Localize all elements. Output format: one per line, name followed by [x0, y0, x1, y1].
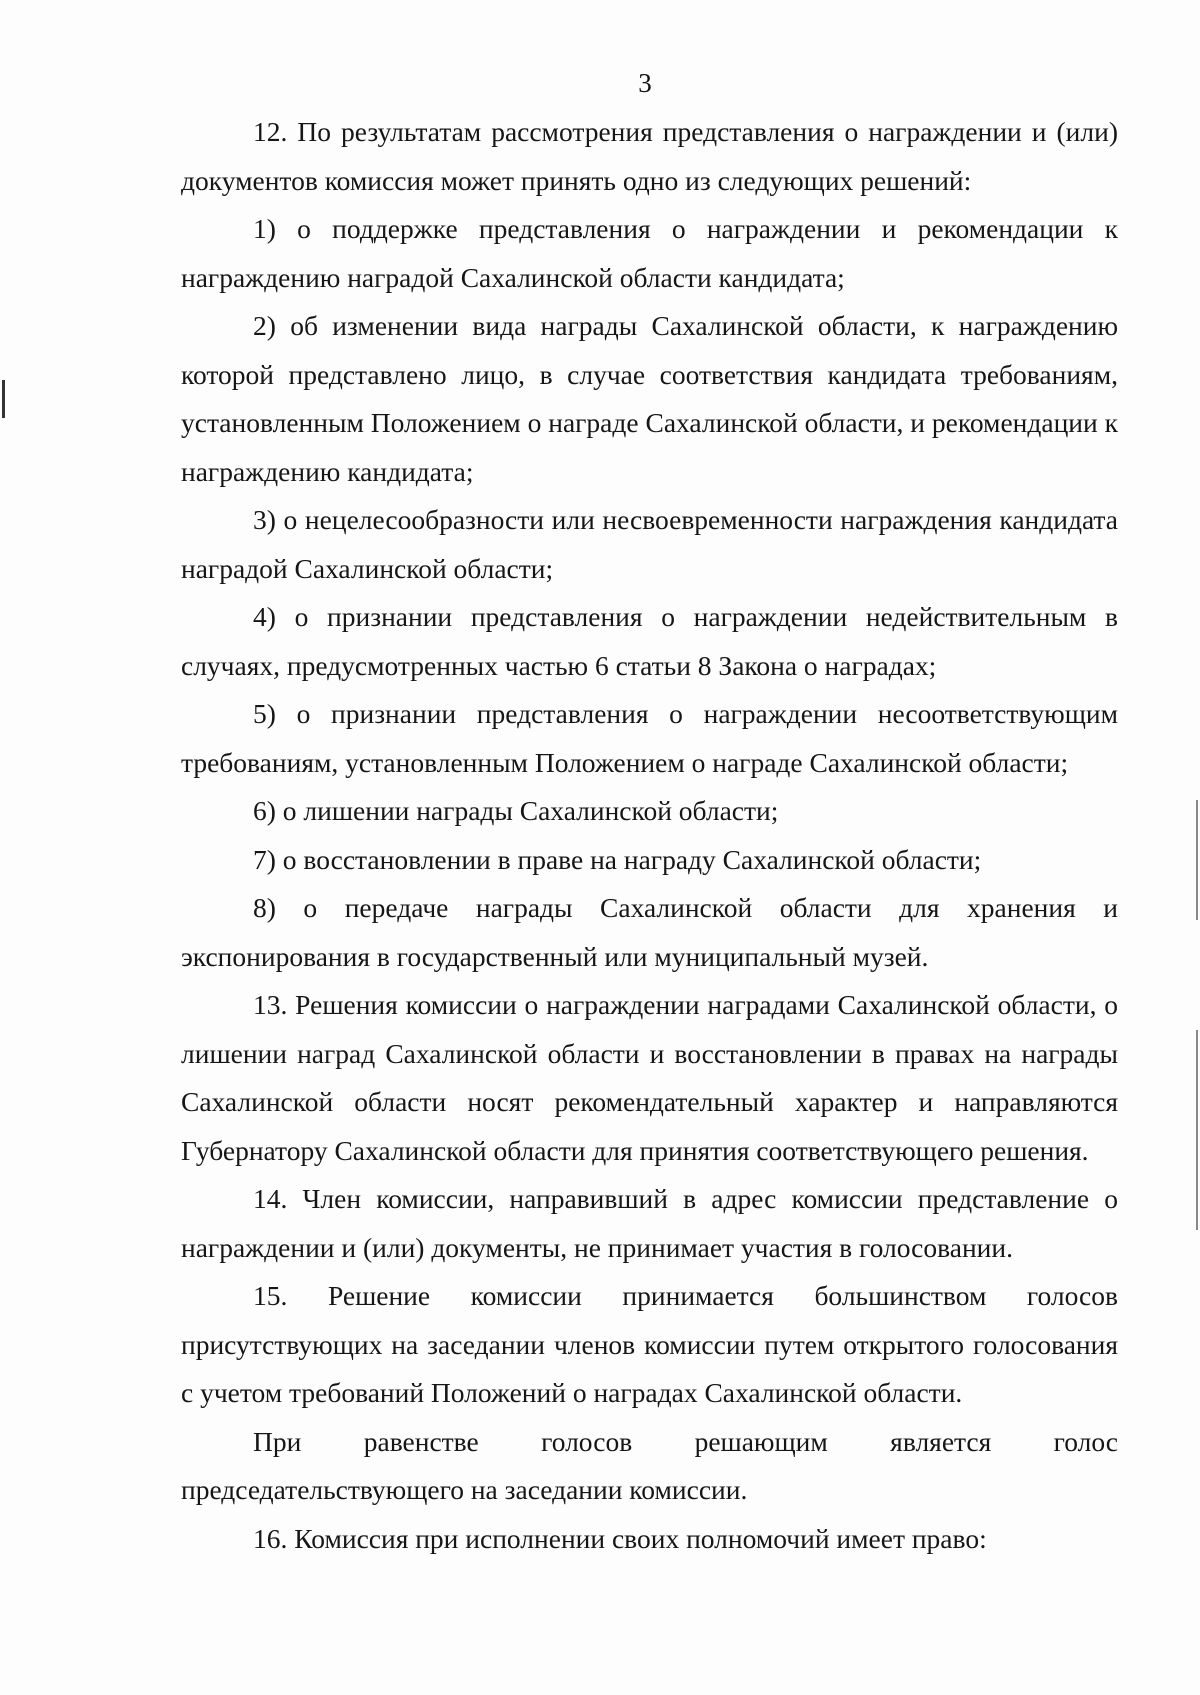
- paragraph-14: 14. Член комиссии, направивший в адрес комиссии представление о награждении и (или) документы, не принимает участия в голосовании.: [181, 1183, 1118, 1263]
- paragraph-12-item-8: 8) о передаче награды Сахалинской области для хранения и экспонирования в государственный или муниципальный музей.: [181, 892, 1118, 972]
- paragraph-12-item-1: 1) о поддержке представления о награждении и рекомендации к награждению наградой Сахалинской области кандидата;: [181, 213, 1118, 293]
- paragraph-12-item-3: 3) о нецелесообразности или несвоевременности награждения кандидата наградой Сахалинской области;: [181, 504, 1118, 584]
- scan-artifact-right: [1196, 800, 1198, 920]
- paragraph-15-tie-rule: При равенстве голосов решающим является голос председательствующего на заседании комиссии.: [181, 1425, 1118, 1505]
- paragraph-12-item-2: 2) об изменении вида награды Сахалинской области, к награждению которой представлено лицо, в случае соответствия кандидата требованиям, установленным Положением о награде Сахалинской области, и рекомендации к награждению кандидата;: [181, 310, 1118, 487]
- scan-artifact-left: [2, 380, 5, 418]
- paragraph-13: 13. Решения комиссии о награждении наградами Сахалинской области, о лишении наград Сахалинской области и восстановлении в правах на награды Сахалинской области носят рекомендательный характер и направляются Губернатору Сахалинской области для принятия соответствующего решения.: [181, 989, 1118, 1166]
- paragraph-12-item-6: 6) о лишении награды Сахалинской области;: [253, 795, 779, 826]
- page-number: 3: [638, 68, 652, 98]
- paragraph-12-item-5: 5) о признании представления о награждении несоответствующим требованиям, установленным Положением о награде Сахалинской области;: [181, 698, 1118, 778]
- paragraph-16: 16. Комиссия при исполнении своих полномочий имеет право:: [253, 1522, 987, 1554]
- scan-artifact-right-lower: [1196, 1030, 1198, 1230]
- paragraph-12: 12. По результатам рассмотрения представления о награждении и (или) документов комиссия может принять одно из следующих решений:: [181, 116, 1118, 196]
- paragraph-12-item-7: 7) о восстановлении в праве на награду Сахалинской области;: [253, 843, 982, 875]
- paragraph-12-item-4: 4) о признании представления о награждении недействительным в случаях, предусмотренных частью 6 статьи 8 Закона о наградах;: [181, 601, 1118, 681]
- document-body: [181, 108, 1118, 1563]
- paragraph-15: 15. Решение комиссии принимается большинством голосов присутствующих на заседании членов комиссии путем открытого голосования с учетом требований Положений о наградах Сахалинской области.: [181, 1280, 1118, 1408]
